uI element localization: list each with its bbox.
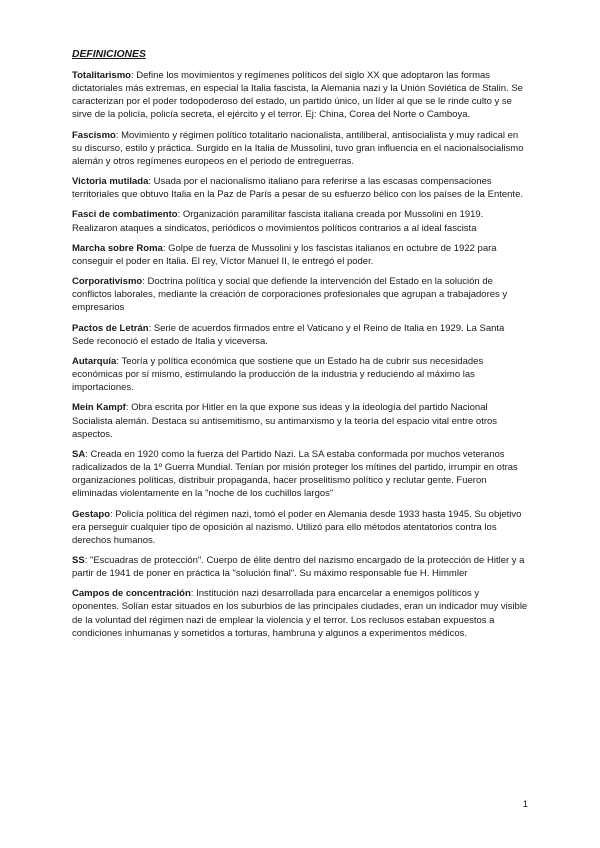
definition-separator: : [142, 276, 148, 288]
definition-separator: : [85, 448, 91, 460]
definition-separator: : [116, 356, 122, 367]
definition-text: Golpe de fuerza de Mussolini y los fascistas italianos en octubre de 1922 para conseguir el poder en Italia. El rey, Víctor Manuel II, le entregó el poder. [72, 242, 497, 267]
definition-separator: : [130, 70, 137, 81]
definition-separator: : [148, 176, 154, 188]
definition-separator: : [190, 588, 197, 600]
document-page [72, 48, 528, 647]
definition-separator: : [177, 209, 183, 221]
definition-term: Gestapo [72, 508, 111, 520]
definition-text: Define los movimientos y regímenes políticos del siglo XX que adoptaron las formas dictatoriales más extremas, en especial la Italia fascista, la Alemania nazi y la Unión Soviética de Stalin. Se caracterizan por el poder todopoderoso del estado, un partido único, un líder al que se le rinde culto y se sirve de la policía, policía secreta, el ejército y el terror. Ej: China, Corea del Norte o Camboya. [72, 70, 523, 121]
definition-entry [72, 554, 528, 580]
definition-term: Marcha sobre Roma [72, 242, 163, 254]
definition-entry [72, 448, 528, 500]
definition-entry [72, 587, 528, 639]
definition-term: Fasci de combatimento [72, 209, 178, 221]
definition-term: Campos de concentración [72, 588, 191, 600]
definition-entry [72, 208, 528, 234]
definition-entry [72, 69, 528, 121]
definition-text: Creada en 1920 como la fuerza del Partido Nazi. La SA estaba conformada por muchos veteranos radicalizados de la 1º Guerra Mundial. Tenían por misión proteger los mítines del partido, irrumpir en otras organizaciones políticas, distribuir propaganda, hacer proselitismo político y reclutar gente. Fueron eliminadas violentamente en la "noche de los cuchillos largos" [72, 448, 518, 500]
definition-term: SS [72, 554, 85, 566]
definition-text: Teoría y política económica que sostiene que un Estado ha de cubrir sus necesidades económicas por sí mismo, estimulando la producción de la industria y reduciendo al máximo las importaciones. [72, 356, 484, 394]
page-number: 1 [522, 799, 528, 810]
definition-text: Doctrina política y social que defiende la intervención del Estado en la solución de conflictos laborales, mediante la creación de corporaciones profesionales que agrupan a trabajadores y empresarios [72, 276, 508, 314]
definition-text: Serie de acuerdos firmados entre el Vaticano y el Reino de Italia en 1929. La Santa Sede reconoció el estado de Italia y viceversa. [72, 322, 505, 347]
definition-term: Autarquía [72, 356, 117, 367]
definition-entry [72, 508, 528, 547]
definition-separator: : [148, 322, 154, 334]
definition-term: Mein Kampf [72, 402, 126, 414]
definition-text: Policía política del régimen nazi, tomó el poder en Alemania desde 1933 hasta 1945. Su objetivo era perseguir cualquier tipo de oposición al nazismo. Utilizó para ello métodos atentatorios contra los derechos humanos. [72, 508, 522, 546]
definition-text: Organización paramilitar fascista italiana creada por Mussolini en 1919. Realizaron ataques a sindicatos, periódicos o movimientos políticos contrarios a al ideal fascista [72, 209, 484, 234]
definition-text: Institución nazi desarrollada para encarcelar a enemigos políticos y oponentes. Solían estar situados en los suburbios de las principales ciudades, eran un indicador muy visible de la voluntad del régimen nazi de emplear la violencia y el terror. Los reclusos estaban expuestos a condiciones inhumanas y sometidos a torturas, hambruna y algunos a experimentos médicos. [72, 588, 528, 639]
definition-text: "Escuadras de protección". Cuerpo de élite dentro del nazismo encargado de la protección de Hitler y a partir de 1941 de poner en práctica la "solución final". Su máximo responsable fue H. Himmler [72, 554, 525, 580]
definition-entry [72, 175, 528, 201]
definition-entry [72, 322, 528, 348]
definition-separator: : [84, 554, 90, 566]
definition-term: Fascismo [72, 129, 116, 141]
definition-term: Totalitarismo [72, 70, 131, 81]
definition-separator: : [125, 402, 132, 414]
definition-entry [72, 401, 528, 440]
definition-entry [72, 275, 528, 314]
definition-text: Obra escrita por Hitler en la que expone sus ideas y la ideología del partido Nacional Socialista alemán. Destaca su antisemitismo, su antimarxismo y la teoría del espacio vital entre otros aspectos. [72, 402, 498, 440]
definition-text: Usada por el nacionalismo italiano para referirse a las escasas compensaciones territoriales que obtuvo Italia en la Paz de París a pesar de su esfuerzo bélico con los países de la Entente. [72, 176, 523, 201]
definition-term: Pactos de Letrán [72, 322, 149, 334]
definition-separator: : [162, 242, 169, 254]
definition-text: Movimiento y régimen político totalitario nacionalista, antiliberal, antisocialista y muy radical en su discurso, estilo y práctica. Surgido en la Italia de Mussolini, tuvo gran influencia en el nacionalsocialismo alemán y otros regímenes europeos en el periodo de entreguerras. [72, 129, 524, 167]
document-title: DEFINICIONES [72, 49, 146, 60]
definition-term: SA [72, 448, 86, 460]
definition-separator: : [110, 508, 116, 520]
definition-entry [72, 129, 528, 168]
definition-entry [72, 242, 528, 268]
definition-term: Corporativismo [72, 276, 143, 288]
definition-term: Victoria mutilada [72, 176, 149, 188]
definition-entry [72, 355, 528, 394]
definition-separator: : [115, 129, 122, 141]
